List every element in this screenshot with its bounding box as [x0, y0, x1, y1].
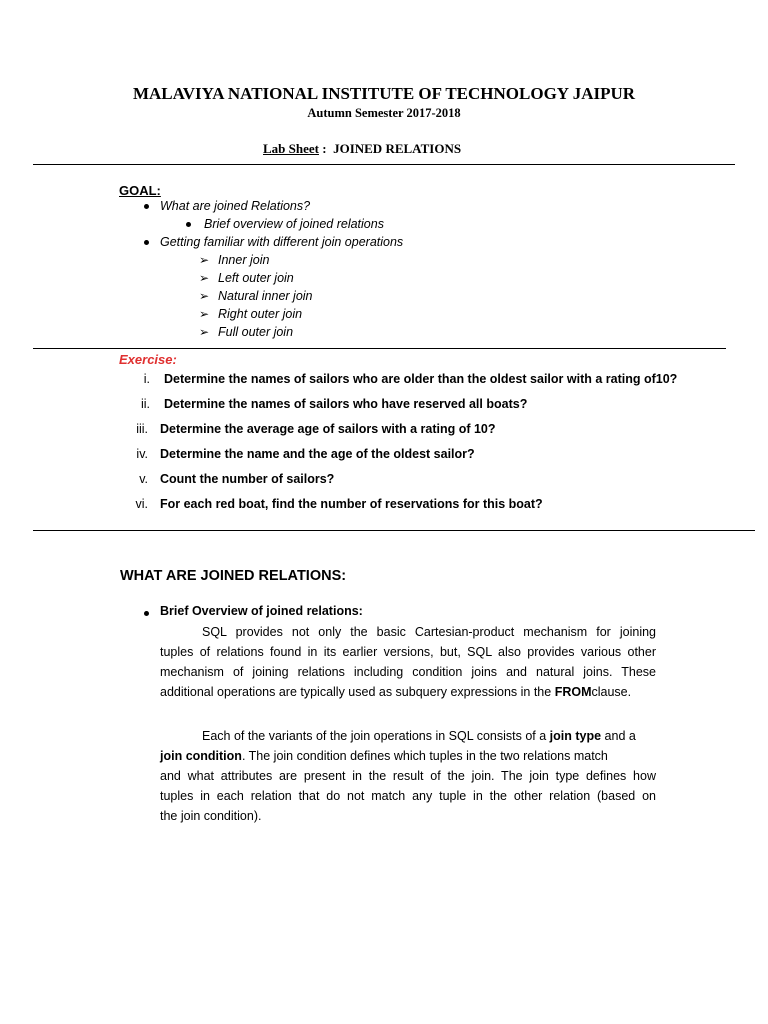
question-text: Count the number of sailors? — [160, 472, 335, 486]
para-keyword: join condition — [160, 749, 242, 763]
goal-heading: GOAL: — [119, 183, 161, 198]
arrow-bullet-icon: ➢ — [199, 253, 210, 267]
exercise-heading: Exercise: — [119, 352, 177, 367]
arrow-bullet-icon: ➢ — [199, 325, 210, 339]
bullet-icon — [144, 240, 149, 245]
question-number: iv. — [136, 447, 148, 461]
paragraph-line: SQL provides not only the basic Cartesian-product mechanism for joining — [202, 625, 656, 639]
semester-subtitle: Autumn Semester 2017-2018 — [307, 106, 461, 120]
lab-sheet-label: Lab Sheet — [263, 141, 319, 156]
para-keyword: FROM — [554, 685, 592, 699]
arrow-bullet-icon: ➢ — [199, 271, 210, 285]
join-type-item: Inner join — [218, 253, 270, 267]
arrow-bullet-icon: ➢ — [199, 307, 210, 321]
bullet-icon — [186, 222, 191, 227]
para-text: . The join condition defines which tuples in the two relations match — [241, 749, 608, 763]
paragraph-line: the join condition). — [160, 809, 262, 823]
para-text: clause. — [591, 685, 632, 699]
question-text: For each red boat, find the number of reservations for this boat? — [160, 497, 543, 511]
question-number: iii. — [136, 422, 148, 436]
goal-item: What are joined Relations? — [160, 199, 311, 213]
paragraph-line: and what attributes are present in the result of the join. The join type defines how — [160, 769, 656, 783]
join-type-item: Left outer join — [218, 271, 294, 285]
join-type-item: Right outer join — [218, 307, 303, 321]
lab-sheet-sep: : — [318, 141, 334, 156]
paragraph-line — [202, 729, 636, 743]
lab-sheet-heading — [263, 141, 461, 157]
para-text: additional operations are typically used as subquery expressions in the — [160, 685, 555, 699]
section-bullet-title: Brief Overview of joined relations: — [160, 604, 363, 618]
question-text: Determine the names of sailors who have reserved all boats? — [164, 397, 528, 411]
para-keyword: join type — [549, 729, 602, 743]
institute-title: MALAVIYA NATIONAL INSTITUTE OF TECHNOLOGY JAIPUR — [132, 84, 636, 103]
question-text: Determine the names of sailors who are older than the oldest sailor with a rating of10? — [164, 372, 678, 386]
question-number: i. — [143, 372, 150, 386]
goal-item: Getting familiar with different join operations — [160, 235, 404, 249]
bullet-icon — [144, 611, 149, 616]
bullet-icon — [144, 204, 149, 209]
exercise-divider — [33, 530, 755, 531]
join-type-item: Natural inner join — [218, 289, 313, 303]
para-text: Each of the variants of the join operations in SQL consists of a — [202, 729, 550, 743]
paragraph-line — [160, 749, 608, 763]
arrow-bullet-icon: ➢ — [199, 289, 210, 303]
goal-subitem: Brief overview of joined relations — [204, 217, 384, 231]
question-number: vi. — [135, 497, 148, 511]
question-number: v. — [139, 472, 148, 486]
question-text: Determine the average age of sailors with a rating of 10? — [160, 422, 496, 436]
join-type-item: Full outer join — [218, 325, 294, 339]
section-heading: WHAT ARE JOINED RELATIONS: — [120, 568, 347, 584]
para-text: and a — [601, 729, 636, 743]
paragraph-line: mechanism of joining relations including condition joins and natural joins. These — [160, 665, 656, 679]
lab-sheet-title: JOINED RELATIONS — [333, 141, 462, 156]
header-divider — [33, 164, 735, 165]
question-text: Determine the name and the age of the oldest sailor? — [160, 447, 475, 461]
question-number: ii. — [140, 397, 150, 411]
paragraph-line — [160, 685, 631, 699]
paragraph-line: tuples in each relation that do not match any tuple in the other relation (based on — [160, 789, 656, 803]
paragraph-line: tuples of relations found in its earlier versions, but, SQL also provides various other — [160, 645, 656, 659]
goal-divider — [33, 348, 726, 349]
